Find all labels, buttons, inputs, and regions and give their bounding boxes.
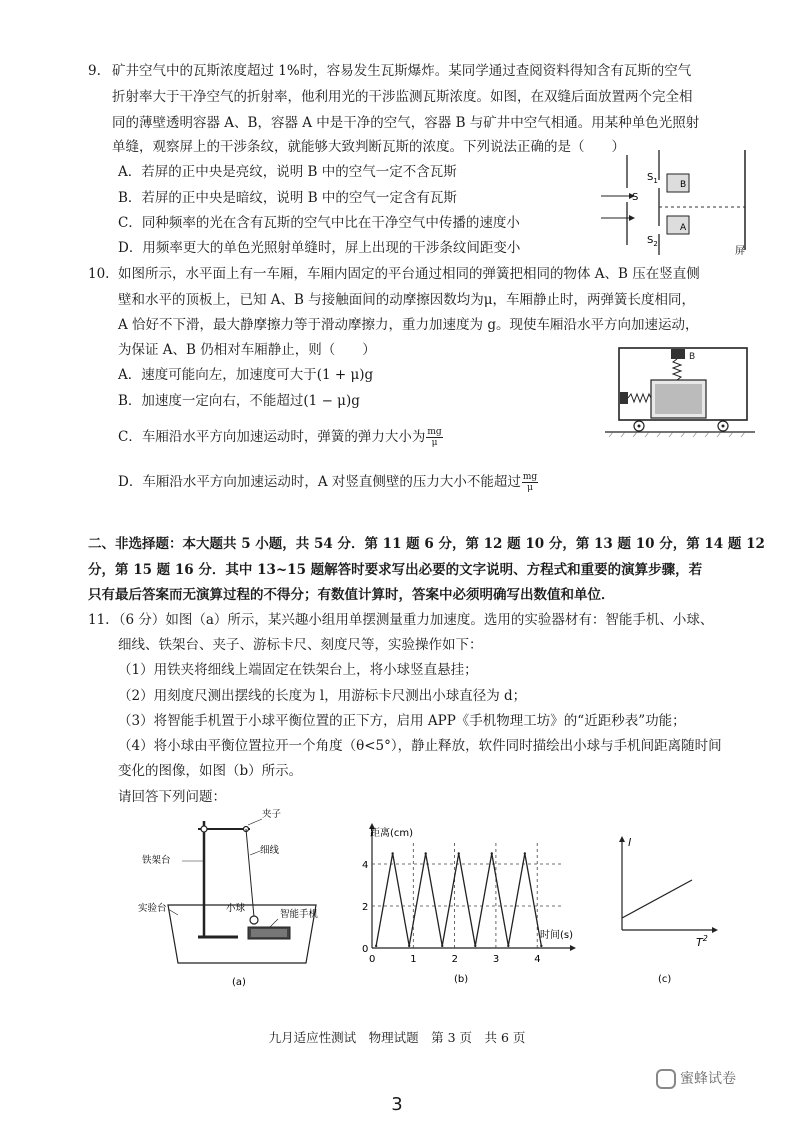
svg-text:A: A xyxy=(680,223,687,233)
chart-x-tick-label: 4 xyxy=(534,954,541,965)
q10-line3: A 恰好不下滑，最大静摩擦力等于滑动摩擦力，重力加速度为 g。现使车厢沿水平方向加速运动， xyxy=(118,317,699,333)
chart-point xyxy=(540,945,542,947)
chart-point xyxy=(408,945,410,947)
q9-line3: 同的薄壁透明容器 A、B，容器 A 中是干净的空气，容器 B 与矿井中空气相通。用某种单色光照射 xyxy=(112,115,700,131)
chart-point xyxy=(391,852,393,854)
chart-point xyxy=(507,945,509,947)
q9-s1-label: $S_1$ xyxy=(647,172,658,185)
chart-point xyxy=(524,852,526,854)
q9-option-b: B．若屏的正中央是暗纹，说明 B 中的空气一定含有瓦斯 xyxy=(118,190,457,206)
q11-step-4-cont: 变化的图像，如图（b）所示。 xyxy=(118,763,303,779)
chart-y-tick-label: 0 xyxy=(362,944,369,955)
q11-ball xyxy=(250,916,258,924)
q11-step-3: （3）将智能手机置于小球平衡位置的正下方，启用 APP《手机物理工坊》的“近距秒表”功能； xyxy=(118,713,686,729)
q10-line2: 壁和水平的顶板上，已知 A、B 与接触面间的动摩擦因数均为μ，车厢静止时，两弹簧长度相同， xyxy=(118,292,696,308)
q10-cart-figure xyxy=(605,340,755,440)
q9-option-a: A．若屏的正中央是亮纹，说明 B 中的空气一定不含瓦斯 xyxy=(118,164,457,180)
q9-double-slit-figure xyxy=(595,150,765,260)
svg-text:B: B xyxy=(680,180,687,190)
q11-figure-a xyxy=(138,805,348,990)
q11-fig-c-line xyxy=(622,880,692,918)
chart-point xyxy=(375,945,377,947)
svg-text:实验台: 实验台 xyxy=(138,903,167,914)
q9-s-label: S xyxy=(632,192,639,203)
q9-line1: 矿井空气中的瓦斯浓度超过 1%时，容易发生瓦斯爆炸。某同学通过查阅资料得知含有瓦斯的空气 xyxy=(112,63,692,79)
q9-screen-label: 屏 xyxy=(735,246,745,257)
q11-step-1: （1）用铁夹将细线上端固定在铁架台上，将小球竖直悬挂； xyxy=(118,662,478,678)
q10-block-a xyxy=(620,392,628,404)
svg-text:l: l xyxy=(628,836,632,849)
q11-figure-c xyxy=(600,830,730,990)
q11-fig-a-caption: (a) xyxy=(232,977,246,988)
svg-text:智能手机: 智能手机 xyxy=(280,909,319,920)
chart-y-tick-label: 4 xyxy=(362,860,369,871)
q11-line2: 细线、铁架台、夹子、游标卡尺、刻度尺等，实验操作如下： xyxy=(118,637,483,653)
chart-caption: (b) xyxy=(454,974,469,985)
q11-fig-c-caption: (c) xyxy=(658,974,672,985)
q11-prompt: 请回答下列问题： xyxy=(118,789,226,805)
svg-text:铁架台: 铁架台 xyxy=(142,855,171,866)
q11-step-2: （2）用刻度尺测出摆线的长度为 l，用游标卡尺测出小球直径为 d； xyxy=(118,688,527,704)
q9-s2-label: $S_2$ xyxy=(647,235,658,248)
svg-text:夹子: 夹子 xyxy=(262,809,282,820)
svg-text:B: B xyxy=(689,352,696,362)
q10-option-c: C．车厢沿水平方向加速运动时，弹簧的弹力大小为 $\frac{mg}{\mu}$ xyxy=(118,427,442,448)
page-footer: 九月适应性测试 物理试题 第 3 页 共 6 页 xyxy=(268,1030,526,1045)
chart-point xyxy=(474,945,476,947)
section2-line2: 分，第 15 题 16 分．其中 13~15 题解答时要求写出必要的文字说明、方程式和重要的演算步骤，若 xyxy=(88,562,703,578)
chart-x-tick-label: 0 xyxy=(369,954,376,965)
chart-point xyxy=(424,852,426,854)
chart-y-tick-label: 2 xyxy=(362,902,369,913)
chart-series-line xyxy=(376,854,541,946)
svg-text:小球: 小球 xyxy=(226,903,246,914)
q10-option-a: A．速度可能向左，加速度可大于(1 + μ)g xyxy=(118,367,374,383)
chart-xlabel: 时间(s) xyxy=(540,930,574,941)
q10-line1: 如图所示，水平面上有一车厢，车厢内固定的平台通过相同的弹簧把相同的物体 A、B 压在竖直侧 xyxy=(118,266,700,282)
chart-point xyxy=(441,945,443,947)
q10-line4: 为保证 A、B 仍相对车厢静止，则（ ） xyxy=(118,342,376,358)
chart-point xyxy=(458,852,460,854)
section2-line1: 二、非选择题：本大题共 5 小题，共 54 分．第 11 题 6 分，第 12 题 10 分，第 13 题 10 分，第 14 题 12 xyxy=(88,536,765,552)
q9-line2: 折射率大于干净空气的折射率，他利用光的干涉监测瓦斯浓度。如图，在双缝后面放置两个完全相 xyxy=(112,89,693,105)
svg-text:细线: 细线 xyxy=(260,845,280,856)
q9-number: 9. xyxy=(88,63,101,79)
chart-x-tick-label: 2 xyxy=(451,954,458,965)
q9-option-d: D．用频率更大的单色光照射单缝时，屏上出现的干涉条纹间距变小 xyxy=(118,240,521,256)
section2-line3: 只有最后答案而无演算过程的不得分；有数值计算时，答案中必须明确写出数值和单位． xyxy=(88,587,615,603)
q9-option-c: C．同种频率的光在含有瓦斯的空气中比在干净空气中传播的速度小 xyxy=(118,215,520,231)
q11-line1: （6 分）如图（a）所示，某兴趣小组用单摆测量重力加速度。选用的实验器材有：智能手机、小球、 xyxy=(112,612,714,628)
q11-figure-b-chart xyxy=(352,822,582,987)
watermark: 蜜蜂试卷 xyxy=(656,1068,736,1089)
chart-ylabel: 距离(cm) xyxy=(370,828,414,839)
watermark-logo-icon xyxy=(656,1069,676,1089)
svg-text:T2: $T^2$ xyxy=(696,934,708,949)
q10-option-d: D．车厢沿水平方向加速运动时，A 对竖直侧壁的压力大小不能超过 $\frac{mg}{\mu}$ xyxy=(118,472,538,493)
chart-point xyxy=(491,852,493,854)
q10-option-b: B．加速度一定向右，不能超过(1 − μ)g xyxy=(118,393,360,409)
q9-line4: 单缝，观察屏上的干涉条纹，就能够大致判断瓦斯的浓度。下列说法正确的是（ ） xyxy=(112,139,625,155)
chart-x-tick-label: 1 xyxy=(410,954,417,965)
q11-number: 11. xyxy=(88,612,110,628)
q10-number: 10. xyxy=(88,266,110,282)
chart-x-arrow xyxy=(570,945,576,951)
q11-step-4: （4）将小球由平衡位置拉开一个角度（θ<5°），静止释放，软件同时描绘出小球与手机间距离随时间 xyxy=(118,738,722,754)
q10-block-b xyxy=(671,349,685,359)
chart-x-tick-label: 3 xyxy=(492,954,500,965)
page-number: 3 xyxy=(391,1094,403,1115)
